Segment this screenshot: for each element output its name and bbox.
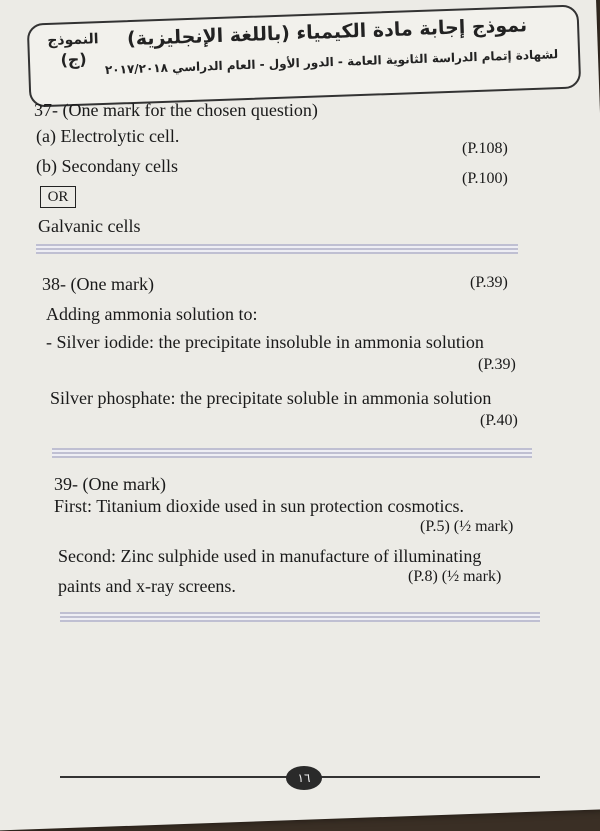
q38-heading: 38- (One mark): [42, 274, 154, 294]
q39-first-ref: (P.5) (½ mark): [420, 518, 514, 535]
q39-first: First: Titanium dioxide used in sun protection cosmotics.: [54, 496, 465, 516]
q37-answer-a: (a) Electrolytic cell.: [36, 126, 180, 146]
q39-heading: 39- (One mark): [54, 474, 166, 494]
header-box: [27, 4, 582, 107]
q37-answer-b: (b) Secondany cells: [36, 156, 178, 176]
divider-1: [36, 244, 518, 254]
q38-line1-ref: (P.39): [478, 356, 516, 373]
header-title: نموذج إجابة مادة الكيمياء (باللغة الإنجليزية): [126, 14, 528, 51]
divider-2: [52, 448, 532, 458]
q39-second-line1: Second: Zinc sulphide used in manufacture of illuminating: [58, 546, 482, 566]
header-subtitle: لشهادة إتمام الدراسة الثانوية العامة - الدور الأول - العام الدراسي ٢٠١٧/٢٠١٨: [104, 47, 559, 77]
divider-3: [60, 612, 540, 622]
q38-line1: - Silver iodide: the precipitate insoluble in ammonia solution: [46, 332, 484, 352]
q38-line2: Silver phosphate: the precipitate soluble in ammonia solution: [50, 388, 492, 408]
model-code: (ج): [60, 49, 87, 70]
q39-second-ref: (P.8) (½ mark): [408, 568, 502, 585]
page-number: ١٦: [286, 766, 322, 790]
q38-heading-ref: (P.39): [470, 274, 508, 291]
q37-heading: 37- (One mark for the chosen question): [34, 100, 318, 120]
q37-answer-b-ref: (P.100): [462, 170, 508, 187]
q38-intro: Adding ammonia solution to:: [46, 304, 258, 324]
model-label-text: النموذج: [47, 31, 99, 49]
q39-second-line2: paints and x-ray screens.: [58, 576, 236, 596]
q37-answer-a-ref: (P.108): [462, 140, 508, 157]
model-label: [47, 31, 99, 70]
or-box: OR: [40, 186, 76, 208]
q37-alt-answer: Galvanic cells: [38, 216, 141, 236]
q38-line2-ref: (P.40): [480, 412, 518, 429]
